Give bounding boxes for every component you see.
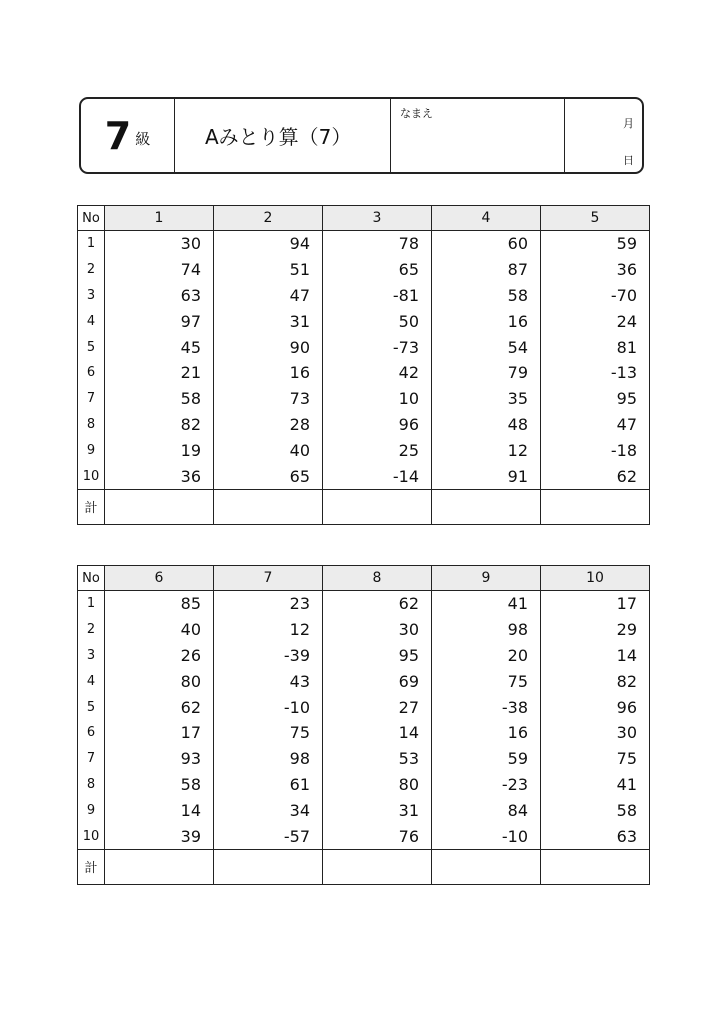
problem-table-2 <box>77 565 650 885</box>
number-cell: 30 <box>323 616 432 642</box>
table-row <box>78 412 650 438</box>
number-cell: 80 <box>105 668 214 694</box>
number-cell: 17 <box>541 591 650 617</box>
number-cell: 87 <box>432 256 541 282</box>
table-header-row <box>78 206 650 231</box>
row-number: 7 <box>78 386 105 412</box>
answer-cell[interactable] <box>105 489 214 524</box>
number-cell: 42 <box>323 360 432 386</box>
table-row <box>78 334 650 360</box>
row-number: 4 <box>78 668 105 694</box>
row-number: 5 <box>78 694 105 720</box>
name-label: なまえ <box>400 107 433 120</box>
number-cell: 31 <box>323 798 432 824</box>
worksheet-header <box>79 97 644 174</box>
number-cell: 19 <box>105 438 214 464</box>
number-cell: 50 <box>323 308 432 334</box>
table-row <box>78 642 650 668</box>
number-cell: 95 <box>323 642 432 668</box>
number-cell: 82 <box>105 412 214 438</box>
problem-column-header: 6 <box>105 566 214 591</box>
worksheet-title: Aみとり算（7） <box>205 125 352 149</box>
answer-cell[interactable] <box>432 849 541 884</box>
number-cell: 81 <box>541 334 650 360</box>
number-cell: 79 <box>432 360 541 386</box>
problem-column-header: 9 <box>432 566 541 591</box>
table-row <box>78 256 650 282</box>
number-cell: 34 <box>214 798 323 824</box>
number-cell: 51 <box>214 256 323 282</box>
number-cell: 53 <box>323 746 432 772</box>
number-cell: 30 <box>541 720 650 746</box>
row-number: 8 <box>78 412 105 438</box>
number-cell: -10 <box>214 694 323 720</box>
number-cell: -18 <box>541 438 650 464</box>
number-cell: 96 <box>541 694 650 720</box>
problem-column-header: 1 <box>105 206 214 231</box>
number-cell: 63 <box>541 824 650 850</box>
number-cell: -10 <box>432 824 541 850</box>
number-cell: 58 <box>432 282 541 308</box>
grade-label: 級 <box>135 130 151 148</box>
number-cell: 75 <box>432 668 541 694</box>
number-cell: -23 <box>432 772 541 798</box>
row-number: 8 <box>78 772 105 798</box>
row-number: 5 <box>78 334 105 360</box>
no-column-header: No <box>78 566 105 591</box>
number-cell: 75 <box>541 746 650 772</box>
number-cell: 35 <box>432 386 541 412</box>
number-cell: 82 <box>541 668 650 694</box>
answer-cell[interactable] <box>105 849 214 884</box>
sum-row <box>78 489 650 524</box>
number-cell: 59 <box>541 231 650 257</box>
number-cell: -13 <box>541 360 650 386</box>
number-cell: 97 <box>105 308 214 334</box>
row-number: 1 <box>78 231 105 257</box>
table-row <box>78 720 650 746</box>
number-cell: 14 <box>323 720 432 746</box>
number-cell: 12 <box>214 616 323 642</box>
table-row <box>78 772 650 798</box>
number-cell: 95 <box>541 386 650 412</box>
number-cell: 58 <box>105 772 214 798</box>
worksheet-title-box <box>175 99 391 172</box>
table-row <box>78 360 650 386</box>
number-cell: 30 <box>105 231 214 257</box>
number-cell: 16 <box>432 720 541 746</box>
day-label: 日 <box>623 154 634 167</box>
table-row <box>78 824 650 850</box>
row-number: 10 <box>78 824 105 850</box>
grade-box <box>81 99 175 172</box>
problem-column-header: 8 <box>323 566 432 591</box>
number-cell: 16 <box>432 308 541 334</box>
number-cell: 10 <box>323 386 432 412</box>
table-row <box>78 616 650 642</box>
number-cell: 45 <box>105 334 214 360</box>
number-cell: 40 <box>105 616 214 642</box>
problem-column-header: 2 <box>214 206 323 231</box>
number-cell: 62 <box>541 464 650 490</box>
row-number: 7 <box>78 746 105 772</box>
number-cell: 20 <box>432 642 541 668</box>
problem-column-header: 10 <box>541 566 650 591</box>
number-cell: 96 <box>323 412 432 438</box>
number-cell: -38 <box>432 694 541 720</box>
number-cell: 24 <box>541 308 650 334</box>
number-cell: 54 <box>432 334 541 360</box>
number-cell: 91 <box>432 464 541 490</box>
number-cell: 17 <box>105 720 214 746</box>
number-cell: 29 <box>541 616 650 642</box>
name-field[interactable] <box>391 99 565 172</box>
number-cell: 36 <box>541 256 650 282</box>
table-row <box>78 282 650 308</box>
table-row <box>78 308 650 334</box>
row-number: 10 <box>78 464 105 490</box>
number-cell: 90 <box>214 334 323 360</box>
grade-number: 7 <box>104 113 132 158</box>
sum-label: 計 <box>78 849 105 884</box>
number-cell: 26 <box>105 642 214 668</box>
number-cell: 65 <box>214 464 323 490</box>
table-row <box>78 464 650 490</box>
row-number: 3 <box>78 642 105 668</box>
number-cell: 75 <box>214 720 323 746</box>
row-number: 9 <box>78 438 105 464</box>
row-number: 4 <box>78 308 105 334</box>
number-cell: 63 <box>105 282 214 308</box>
number-cell: 85 <box>105 591 214 617</box>
number-cell: 28 <box>214 412 323 438</box>
number-cell: -70 <box>541 282 650 308</box>
number-cell: 62 <box>323 591 432 617</box>
number-cell: 39 <box>105 824 214 850</box>
problem-column-header: 4 <box>432 206 541 231</box>
number-cell: 36 <box>105 464 214 490</box>
answer-cell[interactable] <box>214 849 323 884</box>
number-cell: 94 <box>214 231 323 257</box>
table-row <box>78 591 650 617</box>
number-cell: 25 <box>323 438 432 464</box>
number-cell: 16 <box>214 360 323 386</box>
answer-cell[interactable] <box>323 489 432 524</box>
table-header-row <box>78 566 650 591</box>
row-number: 6 <box>78 360 105 386</box>
answer-cell[interactable] <box>323 849 432 884</box>
number-cell: 78 <box>323 231 432 257</box>
answer-cell[interactable] <box>214 489 323 524</box>
number-cell: 27 <box>323 694 432 720</box>
table-row <box>78 438 650 464</box>
table-row <box>78 231 650 257</box>
table-row <box>78 746 650 772</box>
number-cell: 93 <box>105 746 214 772</box>
sum-row <box>78 849 650 884</box>
number-cell: 80 <box>323 772 432 798</box>
row-number: 2 <box>78 256 105 282</box>
number-cell: 76 <box>323 824 432 850</box>
number-cell: 47 <box>541 412 650 438</box>
number-cell: -57 <box>214 824 323 850</box>
number-cell: 58 <box>105 386 214 412</box>
answer-cell[interactable] <box>541 489 650 524</box>
number-cell: 14 <box>541 642 650 668</box>
problem-column-header: 7 <box>214 566 323 591</box>
number-cell: 59 <box>432 746 541 772</box>
row-number: 2 <box>78 616 105 642</box>
sum-label: 計 <box>78 489 105 524</box>
number-cell: 60 <box>432 231 541 257</box>
number-cell: 43 <box>214 668 323 694</box>
number-cell: 69 <box>323 668 432 694</box>
number-cell: 14 <box>105 798 214 824</box>
row-number: 6 <box>78 720 105 746</box>
problem-column-header: 3 <box>323 206 432 231</box>
answer-cell[interactable] <box>432 489 541 524</box>
number-cell: 21 <box>105 360 214 386</box>
problem-table-1 <box>77 205 650 525</box>
number-cell: 12 <box>432 438 541 464</box>
number-cell: 74 <box>105 256 214 282</box>
number-cell: 41 <box>541 772 650 798</box>
number-cell: 41 <box>432 591 541 617</box>
table-row <box>78 798 650 824</box>
number-cell: -39 <box>214 642 323 668</box>
problem-column-header: 5 <box>541 206 650 231</box>
number-cell: 98 <box>432 616 541 642</box>
date-field[interactable] <box>565 99 642 172</box>
row-number: 3 <box>78 282 105 308</box>
number-cell: 98 <box>214 746 323 772</box>
month-label: 月 <box>623 117 634 130</box>
number-cell: -81 <box>323 282 432 308</box>
number-cell: -73 <box>323 334 432 360</box>
table-row <box>78 386 650 412</box>
number-cell: 40 <box>214 438 323 464</box>
number-cell: 47 <box>214 282 323 308</box>
row-number: 9 <box>78 798 105 824</box>
number-cell: 48 <box>432 412 541 438</box>
table-row <box>78 694 650 720</box>
number-cell: 23 <box>214 591 323 617</box>
number-cell: 61 <box>214 772 323 798</box>
number-cell: 84 <box>432 798 541 824</box>
number-cell: 58 <box>541 798 650 824</box>
row-number: 1 <box>78 591 105 617</box>
number-cell: 31 <box>214 308 323 334</box>
number-cell: -14 <box>323 464 432 490</box>
number-cell: 62 <box>105 694 214 720</box>
answer-cell[interactable] <box>541 849 650 884</box>
number-cell: 65 <box>323 256 432 282</box>
no-column-header: No <box>78 206 105 231</box>
number-cell: 73 <box>214 386 323 412</box>
table-row <box>78 668 650 694</box>
